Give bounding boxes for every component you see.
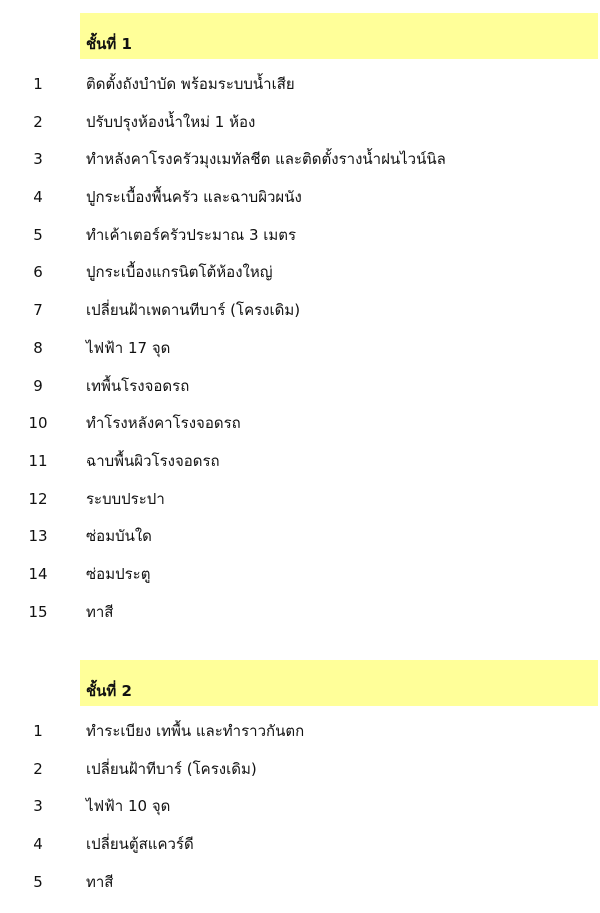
list-item [0, 371, 600, 409]
item-text: ทำโรงหลังคาโรงจอดรถ [86, 414, 241, 433]
item-text: เปลี่ยนฝ้าเพดานทีบาร์ (โครงเดิม) [86, 301, 301, 320]
section-title: ชั้นที่ 2 [86, 682, 132, 700]
list-item [0, 521, 600, 559]
list-item [0, 144, 600, 182]
item-number: 10 [28, 414, 48, 433]
item-number: 12 [28, 489, 48, 508]
item-text: ทาสี [86, 872, 114, 891]
item-number: 9 [33, 376, 43, 395]
item-text: ระบบประปา [86, 489, 165, 508]
list-item [0, 716, 600, 754]
item-number: 13 [28, 527, 48, 546]
item-text: ซ่อมประตู [86, 564, 151, 583]
list-item [0, 867, 600, 905]
item-number: 7 [33, 301, 43, 320]
item-list [0, 69, 600, 634]
item-text: ทำหลังคาโรงครัวมุงเมทัลชีต และติดตั้งรางน้ำฝนไวน์นิล [86, 150, 446, 169]
item-text: เปลี่ยนตู้สแควร์ดี [86, 835, 194, 854]
item-number: 2 [33, 112, 43, 131]
list-item [0, 333, 600, 371]
item-text: ทำเค้าเตอร์ครัวประมาณ 3 เมตร [86, 225, 297, 244]
list-item [0, 107, 600, 145]
item-text: ติดตั้งถังบำบัด พร้อมระบบน้ำเสีย [86, 75, 295, 93]
item-number: 4 [33, 188, 43, 207]
item-number: 14 [28, 564, 48, 583]
list-item [0, 791, 600, 829]
list-item [0, 220, 600, 258]
list-item [0, 559, 600, 597]
item-number: 2 [33, 759, 43, 778]
item-text: ไฟฟ้า 10 จุด [86, 797, 171, 816]
item-number: 1 [33, 75, 43, 93]
list-item [0, 754, 600, 792]
item-list [0, 716, 600, 904]
item-number: 5 [33, 872, 43, 891]
item-number: 11 [28, 451, 48, 470]
item-number: 8 [33, 338, 43, 357]
list-item [0, 69, 600, 107]
list-item [0, 257, 600, 295]
item-number: 1 [33, 722, 43, 740]
item-text: ปูกระเบื้องพื้นครัว และฉาบผิวผนัง [86, 188, 302, 207]
section-header-highlight [80, 660, 598, 706]
item-text: ทาสี [86, 602, 114, 621]
item-number: 5 [33, 225, 43, 244]
item-text: ทำระเบียง เทพื้น และทำราวกันตก [86, 722, 305, 740]
item-number: 3 [33, 150, 43, 169]
section-title: ชั้นที่ 1 [86, 35, 132, 53]
item-number: 6 [33, 263, 43, 282]
list-item [0, 408, 600, 446]
list-item [0, 597, 600, 635]
list-item [0, 446, 600, 484]
item-text: ปูกระเบื้องแกรนิตโต้ห้องใหญ่ [86, 263, 273, 282]
list-item [0, 295, 600, 333]
list-item [0, 829, 600, 867]
item-text: เทพื้นโรงจอดรถ [86, 376, 190, 395]
item-text: ปรับปรุงห้องน้ำใหม่ 1 ห้อง [86, 112, 256, 131]
item-number: 15 [28, 602, 48, 621]
item-number: 3 [33, 797, 43, 816]
item-text: ฉาบพื้นผิวโรงจอดรถ [86, 451, 220, 470]
item-text: เปลี่ยนฝ้าทีบาร์ (โครงเดิม) [86, 759, 257, 778]
list-item [0, 484, 600, 522]
item-text: ไฟฟ้า 17 จุด [86, 338, 171, 357]
list-item [0, 182, 600, 220]
item-text: ซ่อมบันใด [86, 527, 152, 546]
section-header-highlight [80, 13, 598, 59]
item-number: 4 [33, 835, 43, 854]
